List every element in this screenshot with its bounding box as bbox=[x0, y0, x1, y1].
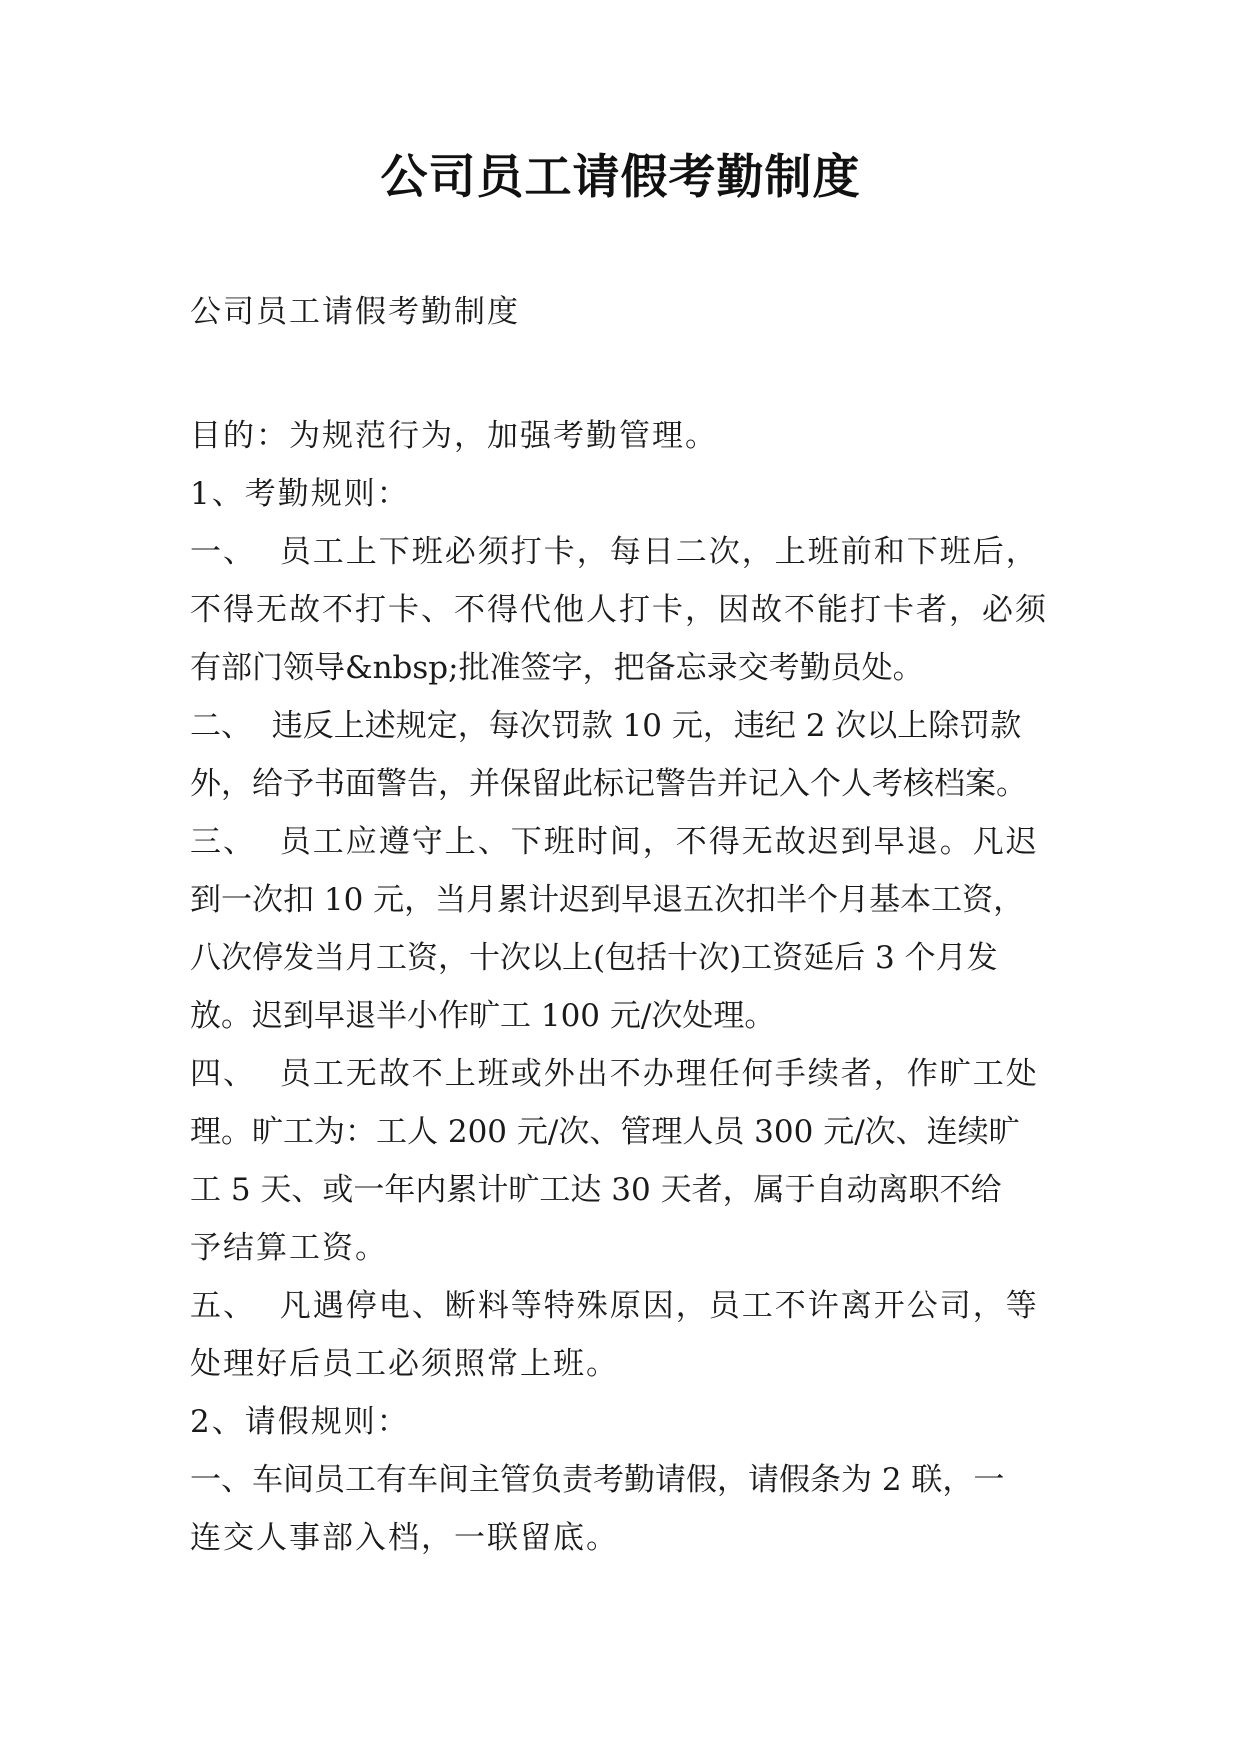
paragraph-line: 外，给予书面警告，并保留此标记警告并记入个人考核档案。 bbox=[190, 766, 1027, 802]
paragraph-line: 放。迟到早退半小作旷工 100 元/次处理。 bbox=[190, 998, 776, 1034]
section-heading: 2、请假规则： bbox=[190, 1404, 410, 1440]
paragraph-line: 目的：为规范行为，加强考勤管理。 bbox=[190, 418, 718, 454]
paragraph-line: 予结算工资。 bbox=[190, 1230, 388, 1266]
document-title: 公司员工请假考勤制度 bbox=[380, 150, 861, 205]
paragraph-line: 一、 员工上下班必须打卡，每日二次，上班前和下班后， bbox=[190, 534, 1039, 570]
paragraph-line: 四、 员工无故不上班或外出不办理任何手续者，作旷工处 bbox=[190, 1056, 1039, 1092]
section-heading: 1、考勤规则： bbox=[190, 476, 410, 512]
paragraph-line: 八次停发当月工资，十次以上(包括十次)工资延后 3 个月发 bbox=[190, 940, 998, 976]
document-body bbox=[190, 407, 1070, 1567]
paragraph-line: 不得无故不打卡、不得代他人打卡，因故不能打卡者，必须 bbox=[190, 592, 1048, 628]
paragraph-line: 处理好后员工必须照常上班。 bbox=[190, 1346, 619, 1382]
paragraph-line: 二、 违反上述规定，每次罚款 10 元，违纪 2 次以上除罚款 bbox=[190, 708, 1022, 744]
paragraph-line: 工 5 天、或一年内累计旷工达 30 天者，属于自动离职不给 bbox=[190, 1172, 1002, 1208]
paragraph-line: 三、 员工应遵守上、下班时间，不得无故迟到早退。凡迟 bbox=[190, 824, 1039, 860]
paragraph-line: 连交人事部入档，一联留底。 bbox=[190, 1520, 619, 1556]
paragraph-line: 理。旷工为：工人 200 元/次、管理人员 300 元/次、连续旷 bbox=[190, 1114, 1020, 1150]
paragraph-line: 五、 凡遇停电、断料等特殊原因，员工不许离开公司，等 bbox=[190, 1288, 1039, 1324]
paragraph-line: 有部门领导&nbsp;批准签字，把备忘录交考勤员处。 bbox=[190, 650, 924, 686]
document-subtitle: 公司员工请假考勤制度 bbox=[190, 294, 520, 330]
paragraph-line: 到一次扣 10 元，当月累计迟到早退五次扣半个月基本工资， bbox=[190, 882, 1025, 918]
paragraph-line: 一、车间员工有车间主管负责考勤请假，请假条为 2 联，一 bbox=[190, 1462, 1005, 1498]
